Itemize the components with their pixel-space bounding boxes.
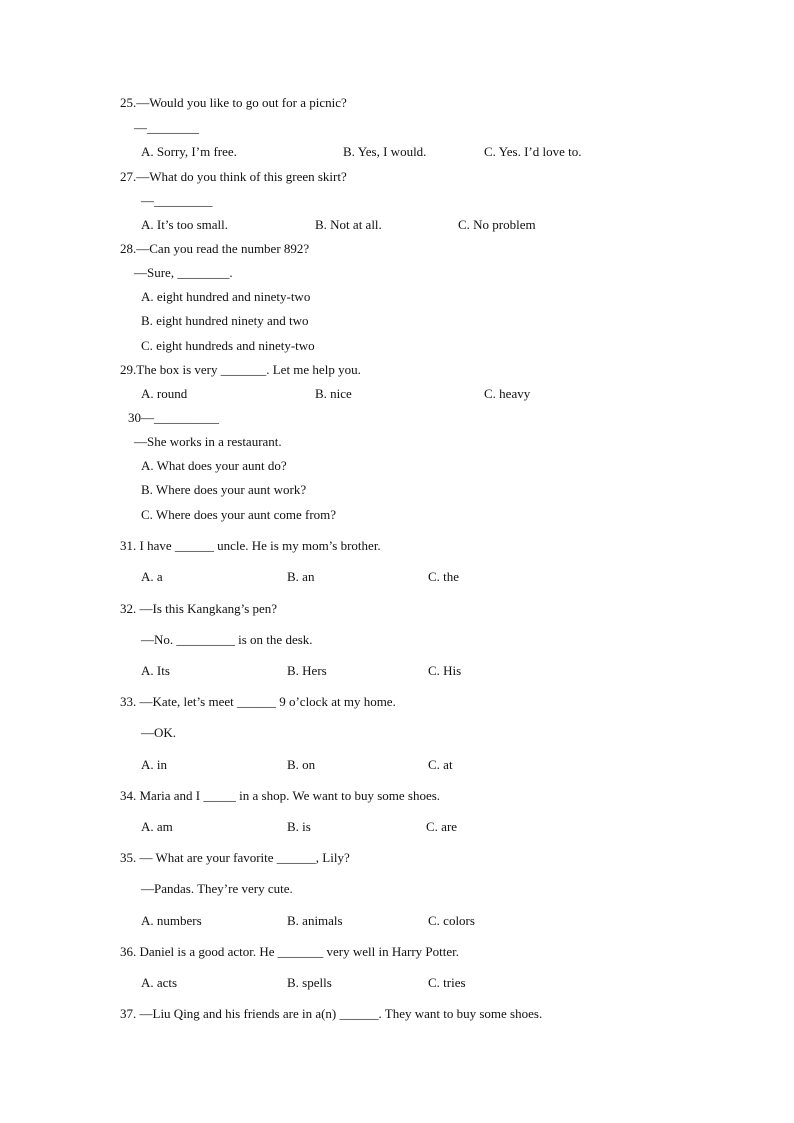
q30-option-a: A. What does your aunt do?: [141, 458, 287, 473]
q31-stem: 31. I have ______ uncle. He is my mom’s brother.: [120, 538, 381, 553]
q29-option-b: B. nice: [315, 386, 352, 401]
q27-option-b: B. Not at all.: [315, 217, 382, 232]
q35-option-c: C. colors: [428, 913, 475, 928]
q32-answer-line: —No. _________ is on the desk.: [141, 632, 313, 647]
q28-stem: 28.—Can you read the number 892?: [120, 241, 310, 256]
q27-option-a: A. It’s too small.: [141, 217, 229, 232]
q32-option-b: B. Hers: [287, 663, 327, 678]
q25-option-b: B. Yes, I would.: [343, 144, 427, 159]
q36-option-a: A. acts: [141, 975, 178, 990]
q34-option-b: B. is: [287, 819, 311, 834]
q25-option-a: A. Sorry, I’m free.: [141, 144, 237, 159]
q35-answer-line: —Pandas. They’re very cute.: [141, 881, 293, 896]
q33-option-a: A. in: [141, 757, 167, 772]
q30-stem: 30—__________: [128, 410, 219, 425]
q34-stem: 34. Maria and I _____ in a shop. We want to buy some shoes.: [120, 788, 441, 803]
q36-option-b: B. spells: [287, 975, 332, 990]
q31-option-a: A. a: [141, 569, 163, 584]
q32-option-c: C. His: [428, 663, 462, 678]
q34-option-a: A. am: [141, 819, 173, 834]
q31-option-c: C. the: [428, 569, 460, 584]
q25-option-c: C. Yes. I’d love to.: [484, 144, 582, 159]
q28-option-c: C. eight hundreds and ninety-two: [141, 338, 315, 353]
q34-option-c: C. are: [426, 819, 458, 834]
q33-option-b: B. on: [287, 757, 316, 772]
q27-stem: 27.—What do you think of this green skirt?: [120, 169, 347, 184]
q33-answer-line: —OK.: [141, 725, 177, 740]
q30-answer-line: —She works in a restaurant.: [134, 434, 282, 449]
q32-stem: 32. —Is this Kangkang’s pen?: [120, 601, 278, 616]
q36-option-c: C. tries: [428, 975, 466, 990]
q29-option-c: C. heavy: [484, 386, 531, 401]
q25-answer-blank: —________: [134, 120, 199, 135]
q35-stem: 35. — What are your favorite ______, Lily?: [120, 850, 350, 865]
q37-stem: 37. —Liu Qing and his friends are in a(n) ______. They want to buy some shoes.: [120, 1006, 543, 1021]
q28-answer-line: —Sure, ________.: [134, 265, 233, 280]
q29-stem: 29.The box is very _______. Let me help you.: [120, 362, 361, 377]
q27-option-c: C. No problem: [458, 217, 536, 232]
q36-stem: 36. Daniel is a good actor. He _______ very well in Harry Potter.: [120, 944, 460, 959]
q25-stem: 25.—Would you like to go out for a picnic?: [120, 95, 347, 110]
q35-option-a: A. numbers: [141, 913, 202, 928]
q28-option-b: B. eight hundred ninety and two: [141, 313, 309, 328]
q31-option-b: B. an: [287, 569, 315, 584]
q27-answer-blank: —_________: [141, 193, 213, 208]
q30-option-b: B. Where does your aunt work?: [141, 482, 307, 497]
q32-option-a: A. Its: [141, 663, 170, 678]
q29-option-a: A. round: [141, 386, 188, 401]
q33-option-c: C. at: [428, 757, 453, 772]
q28-option-a: A. eight hundred and ninety-two: [141, 289, 311, 304]
q35-option-b: B. animals: [287, 913, 343, 928]
q33-stem: 33. —Kate, let’s meet ______ 9 o’clock at my home.: [120, 694, 396, 709]
q30-option-c: C. Where does your aunt come from?: [141, 507, 337, 522]
